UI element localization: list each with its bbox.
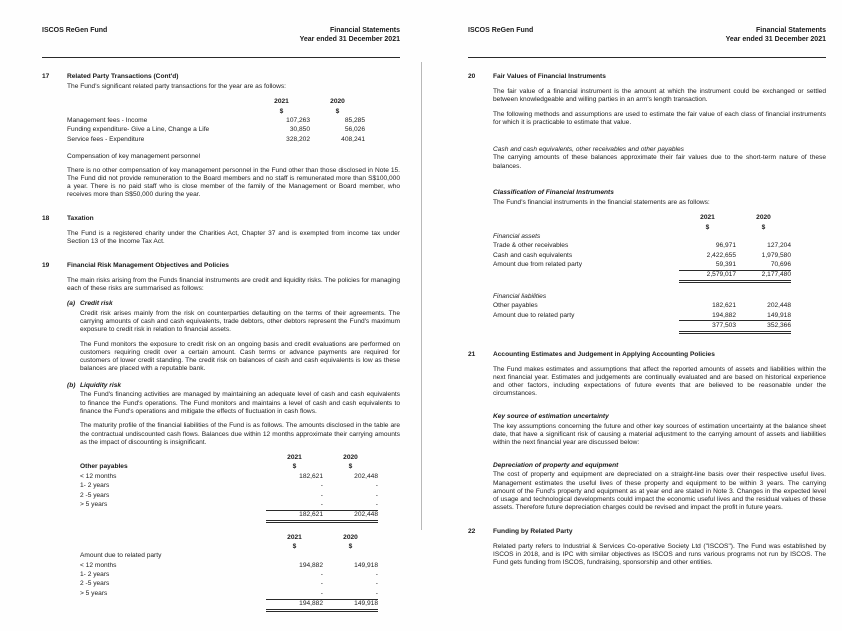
value-2021: - bbox=[320, 589, 323, 597]
row-label: 1- 2 years bbox=[80, 482, 110, 490]
value-2021: - bbox=[320, 571, 323, 579]
section-number: 17 bbox=[42, 72, 50, 80]
total-2021: 182,621 bbox=[266, 510, 323, 523]
column-header-2020: 2020 bbox=[330, 98, 345, 106]
value-2020: 56,026 bbox=[344, 126, 365, 134]
total-2020: 352,366 bbox=[736, 321, 791, 333]
value-2020: 1,979,580 bbox=[761, 251, 791, 259]
section-21 bbox=[468, 351, 826, 519]
header-rule bbox=[42, 57, 400, 58]
page-header bbox=[468, 26, 826, 45]
paragraph: The Fund makes estimates and assumptions that affect the reported amounts of assets and liabilities within the next financial year. Estimates and judgements are continually evaluated and are based on historical experience and other factors, including expectations of future events that are believed to be reasonable under the circumstances. bbox=[493, 365, 826, 398]
value-2021: 59,391 bbox=[679, 260, 736, 270]
document-title-block bbox=[726, 26, 826, 45]
column-header-2021: 2021 bbox=[700, 214, 715, 222]
column-header-2020: 2020 bbox=[756, 214, 771, 222]
paragraph: The carrying amounts of these balances approximate their fair values due to the short-term nature of these balances. bbox=[493, 154, 826, 170]
related-party-table bbox=[67, 98, 365, 145]
column-header-2020: 2020 bbox=[343, 454, 358, 462]
row-label: 2 -5 years bbox=[80, 580, 110, 588]
page-right-content bbox=[468, 73, 826, 574]
row-label: 1- 2 years bbox=[80, 571, 110, 579]
credit-risk-block bbox=[67, 300, 400, 380]
value-2020: 149,918 bbox=[354, 561, 378, 569]
row-label: Trade & other receivables bbox=[493, 242, 569, 250]
sub-heading: Cash and cash equivalents, other receivables and other payables bbox=[493, 145, 684, 153]
value-2021: 194,882 bbox=[679, 311, 736, 321]
row-label: Service fees - Expenditure bbox=[67, 135, 145, 143]
classification-table bbox=[493, 214, 791, 334]
currency-symbol: $ bbox=[348, 463, 353, 471]
header-rule bbox=[468, 57, 826, 58]
section-17 bbox=[42, 73, 400, 206]
paragraph: The fair value of a financial instrument is the amount at which the instrument could be exchanged or settled between knowledgeable and willing parties in an arm's length transaction. bbox=[493, 88, 826, 104]
sub-heading: Credit risk bbox=[80, 299, 113, 307]
section-number: 19 bbox=[42, 261, 50, 269]
row-label: Amount due to related party bbox=[493, 311, 575, 319]
section-intro: The main risks arising from the Funds financial instruments are credit and liquidity risks. The policies for managing each of these risks are summarised as follows: bbox=[67, 277, 400, 293]
paragraph: The cost of property and equipment are depreciated on a straight-line basis over their respective useful lives. Management estimates the useful lives of these property and equipment to be within 3 years. The carrying amount of the Fund's property and equipment as at year end are stated in Note 3. Changes in the expected level of usage and technological developments could impact the economic useful lives and the residual values of these assets. Therefore future depreciation charges could be revised and impact the profit in future years. bbox=[493, 471, 826, 512]
section-heading: Fair Values of Financial Instruments bbox=[493, 72, 606, 80]
value-2021: 182,621 bbox=[712, 302, 736, 310]
row-label: Amount due from related party bbox=[493, 260, 583, 268]
group-label: Financial assets bbox=[493, 232, 541, 240]
section-19 bbox=[42, 262, 400, 622]
value-2020: 127,204 bbox=[767, 242, 791, 250]
paragraph: The following methods and assumptions are used to estimate the fair value of each class of financial instruments for which it is practicable to estimate that value. bbox=[493, 110, 826, 127]
document-subtitle: Year ended 31 December 2021 bbox=[725, 36, 826, 44]
section-number: 22 bbox=[468, 527, 476, 535]
currency-symbol: $ bbox=[761, 223, 766, 231]
org-name: ISCOS ReGen Fund bbox=[468, 27, 534, 34]
currency-symbol: $ bbox=[279, 107, 284, 115]
value-2021: 107,263 bbox=[286, 117, 310, 125]
document-subtitle: Year ended 31 December 2021 bbox=[299, 36, 400, 44]
currency-symbol: $ bbox=[335, 107, 340, 115]
related-party-maturity-table bbox=[80, 533, 378, 612]
column-header-2021: 2021 bbox=[287, 533, 302, 541]
row-label: > 5 years bbox=[80, 589, 108, 597]
paragraph: Related party refers to Industrial & Services Co-operative Society Ltd ("ISCOS"). The Fund was established by ISCOS in 2018, and is IPC with similar objectives as ISCOS and runs various programs not run by ISCOS. The Fund gets funding from ISCOS, fundraising, sponsorship and other entities. bbox=[493, 542, 826, 567]
total-2020: 149,918 bbox=[323, 599, 378, 612]
list-marker: (b) bbox=[67, 381, 76, 389]
section-heading: Taxation bbox=[67, 214, 94, 222]
total-2021: 2,579,017 bbox=[679, 271, 736, 283]
value-2021: - bbox=[320, 500, 323, 508]
paragraph: The key assumptions concerning the future and other key sources of estimation uncertainty at the balance sheet date, that have a significant risk of causing a material adjustment to the carrying amount of assets and liabilities within the next financial year are discussed below: bbox=[493, 422, 826, 447]
currency-symbol: $ bbox=[348, 542, 353, 550]
section-number: 18 bbox=[42, 214, 50, 222]
row-label: Other payables bbox=[493, 302, 538, 310]
section-20 bbox=[468, 73, 826, 342]
list-marker: (a) bbox=[67, 299, 76, 307]
page-header bbox=[42, 26, 400, 45]
paragraph: The Fund's financing activities are managed by maintaining an adequate level of cash and cash equivalents to finance the Fund's operations. The Fund monitors and maintains a level of cash and cash equivalents to finance the Fund's operations and mitigate the effects of fluctuation in cash flows. bbox=[80, 391, 400, 415]
value-2021: 194,882 bbox=[299, 561, 323, 569]
currency-symbol: $ bbox=[292, 463, 297, 471]
section-intro: The Fund's significant related party transactions for the year are as follows: bbox=[67, 83, 286, 91]
section-18 bbox=[42, 215, 400, 253]
page-divider-line bbox=[421, 62, 422, 530]
group-label: Financial liabilities bbox=[493, 292, 547, 300]
value-2021: 30,850 bbox=[289, 126, 310, 134]
column-header-2021: 2021 bbox=[274, 98, 289, 106]
value-2021: - bbox=[320, 580, 323, 588]
total-2020: 2,177,480 bbox=[736, 271, 791, 283]
value-2021: 328,202 bbox=[286, 135, 310, 143]
table-title: Other payables bbox=[80, 463, 128, 471]
column-header-2021: 2021 bbox=[287, 454, 302, 462]
value-2020: - bbox=[375, 571, 378, 579]
paragraph: The Fund's financial instruments in the financial statements are as follows: bbox=[493, 198, 710, 206]
page-right bbox=[468, 26, 826, 583]
value-2020: 85,285 bbox=[344, 117, 365, 125]
column-header-2020: 2020 bbox=[343, 533, 358, 541]
value-2020: - bbox=[375, 482, 378, 490]
document-title: Financial Statements bbox=[329, 27, 400, 34]
other-payables-maturity-table bbox=[80, 453, 378, 523]
value-2021: 182,621 bbox=[299, 472, 323, 480]
sub-heading: Key source of estimation uncertainty bbox=[493, 413, 609, 421]
section-heading: Related Party Transactions (Cont'd) bbox=[67, 72, 179, 80]
section-number: 20 bbox=[468, 72, 476, 80]
row-label: Funding expenditure- Give a Line, Change a Life bbox=[67, 126, 210, 134]
section-heading: Funding by Related Party bbox=[493, 527, 573, 535]
document-title: Financial Statements bbox=[755, 27, 826, 34]
value-2020: - bbox=[375, 491, 378, 499]
paragraph: The Fund is a registered charity under the Charities Act, Chapter 37 and is exempted from income tax under Section 13 of the Income Tax Act. bbox=[67, 230, 400, 246]
sub-heading: Liquidity risk bbox=[80, 381, 122, 389]
sub-heading: Compensation of key management personnel bbox=[67, 152, 201, 160]
paragraph: The Fund monitors the exposure to credit risk on an ongoing basis and credit evaluations are performed on customers requiring credit over a certain amount. Cash terms or advance payments are required for customers of lower credit standing. The credit risk on balances of cash and cash equivalents is low as these balances are placed with a reputable bank. bbox=[80, 340, 400, 373]
row-label: < 12 months bbox=[80, 472, 117, 480]
sub-heading: Classification of Financial Instruments bbox=[493, 189, 614, 197]
value-2020: 408,241 bbox=[341, 135, 365, 143]
currency-symbol: $ bbox=[292, 542, 297, 550]
page-left-content bbox=[42, 73, 400, 622]
org-name: ISCOS ReGen Fund bbox=[42, 27, 108, 34]
row-label: > 5 years bbox=[80, 500, 108, 508]
value-2020: - bbox=[375, 589, 378, 597]
value-2020: 202,448 bbox=[354, 472, 378, 480]
section-heading: Accounting Estimates and Judgement in Applying Accounting Policies bbox=[493, 350, 715, 358]
section-number: 21 bbox=[468, 350, 476, 358]
section-heading: Financial Risk Management Objectives and Policies bbox=[67, 261, 229, 269]
value-2020: 70,696 bbox=[736, 260, 791, 270]
sub-heading: Depreciation of property and equipment bbox=[493, 461, 619, 469]
total-2021: 194,882 bbox=[266, 599, 323, 612]
total-2020: 202,448 bbox=[323, 510, 378, 523]
value-2020: 149,918 bbox=[736, 311, 791, 321]
row-label: < 12 months bbox=[80, 561, 117, 569]
paragraph: There is no other compensation of key management personnel in the Fund other than those disclosed in Note 15. The Fund did not provide remuneration to the Board members and no staff is remunerated more than S$100,000 a year. There is no paid staff who is close member of the family of the Management or Board member, who receives more than S$50,000 during the year. bbox=[67, 166, 400, 199]
row-label: 2 -5 years bbox=[80, 491, 110, 499]
row-label: Cash and cash equivalents bbox=[493, 251, 573, 259]
value-2021: 2,422,655 bbox=[706, 251, 736, 259]
value-2021: - bbox=[320, 491, 323, 499]
document-title-block bbox=[300, 26, 400, 45]
value-2020: - bbox=[375, 580, 378, 588]
section-22 bbox=[468, 528, 826, 574]
table-title: Amount due to related party bbox=[80, 552, 162, 560]
paragraph: Credit risk arises mainly from the risk on counterparties defaulting on the terms of their agreements. The carrying amounts of cash and cash equivalents, trade debtors, other debtors represent the Fund's maximum exposure to credit risk in relation to financial assets. bbox=[80, 309, 400, 333]
liquidity-risk-block bbox=[67, 382, 400, 620]
value-2020: 202,448 bbox=[767, 302, 791, 310]
row-label: Management fees - Income bbox=[67, 117, 148, 125]
page-left bbox=[42, 26, 400, 631]
total-2021: 377,503 bbox=[679, 321, 736, 333]
value-2021: - bbox=[320, 482, 323, 490]
value-2021: 96,971 bbox=[715, 242, 736, 250]
value-2020: - bbox=[375, 500, 378, 508]
currency-symbol: $ bbox=[705, 223, 710, 231]
paragraph: The maturity profile of the financial liabilities of the Fund is as follows. The amounts disclosed in the table are the contractual undiscounted cash flows. Balances due within 12 months approximate their carrying amounts as the impact of discounting is insignificant. bbox=[80, 422, 400, 446]
